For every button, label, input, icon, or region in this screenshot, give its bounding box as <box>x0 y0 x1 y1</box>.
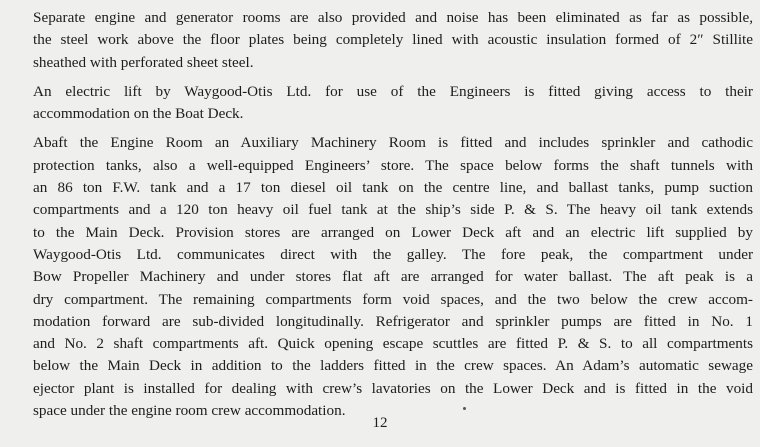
page-number: 12 <box>372 415 388 431</box>
text-line: the steel work above the floor plates being completely lined with acoustic insulation formed of 2″ Stillite <box>33 31 753 49</box>
text-line: accommodation on the Boat Deck. <box>33 105 244 123</box>
text-line: ejector plant is installed for dealing with crew’s lavatories on the Lower Deck and is fitted in the void <box>33 379 753 397</box>
text-line: Waygood-Otis Ltd. communicates direct with the galley. The fore peak, the compartment under <box>33 245 753 263</box>
text-line: protection tanks, also a well-equipped Engineers’ store. The space below forms the shaft tunnels with <box>33 156 753 174</box>
text-line: to the Main Deck. Provision stores are arranged on Lower Deck aft and an electric lift supplied by <box>33 223 753 241</box>
paragraph-auxiliary-machinery <box>33 132 753 422</box>
text-line: an 86 ton F.W. tank and a 17 ton diesel oil tank on the centre line, and ballast tanks, pump suction <box>33 179 753 197</box>
text-line: dry compartment. The remaining compartments form void spaces, and the two below the crew accom- <box>33 290 753 308</box>
text-line: space under the engine room crew accommodation. <box>33 402 346 420</box>
ink-speck <box>463 407 466 410</box>
text-line: Separate engine and generator rooms are also provided and noise has been eliminated as far as possible, <box>33 9 753 26</box>
text-line: and No. 2 shaft compartments aft. Quick opening escape scuttles are fitted P. & S. to all compartments <box>33 335 753 353</box>
text-line: modation forward are sub-divided longitudinally. Refrigerator and sprinkler pumps are fitted in No. 1 <box>33 312 753 330</box>
text-line: Abaft the Engine Room an Auxiliary Machinery Room is fitted and includes sprinkler and cathodic <box>33 134 753 152</box>
text-line: An electric lift by Waygood-Otis Ltd. for use of the Engineers is fitted giving access to their <box>33 82 753 100</box>
text-line: Bow Propeller Machinery and under stores flat aft are arranged for water ballast. The aft peak is a <box>33 268 753 286</box>
paragraph-electric-lift <box>33 81 753 126</box>
text-line: below the Main Deck in addition to the ladders fitted in the crew spaces. An Adam’s automatic sewage <box>33 357 753 375</box>
paragraph-engine-rooms <box>33 7 753 74</box>
text-line: sheathed with perforated sheet steel. <box>33 53 254 71</box>
body-text <box>33 7 753 429</box>
text-line: compartments and a 120 ton heavy oil fuel tank at the ship’s side P. & S. The heavy oil tank extends <box>33 201 753 219</box>
